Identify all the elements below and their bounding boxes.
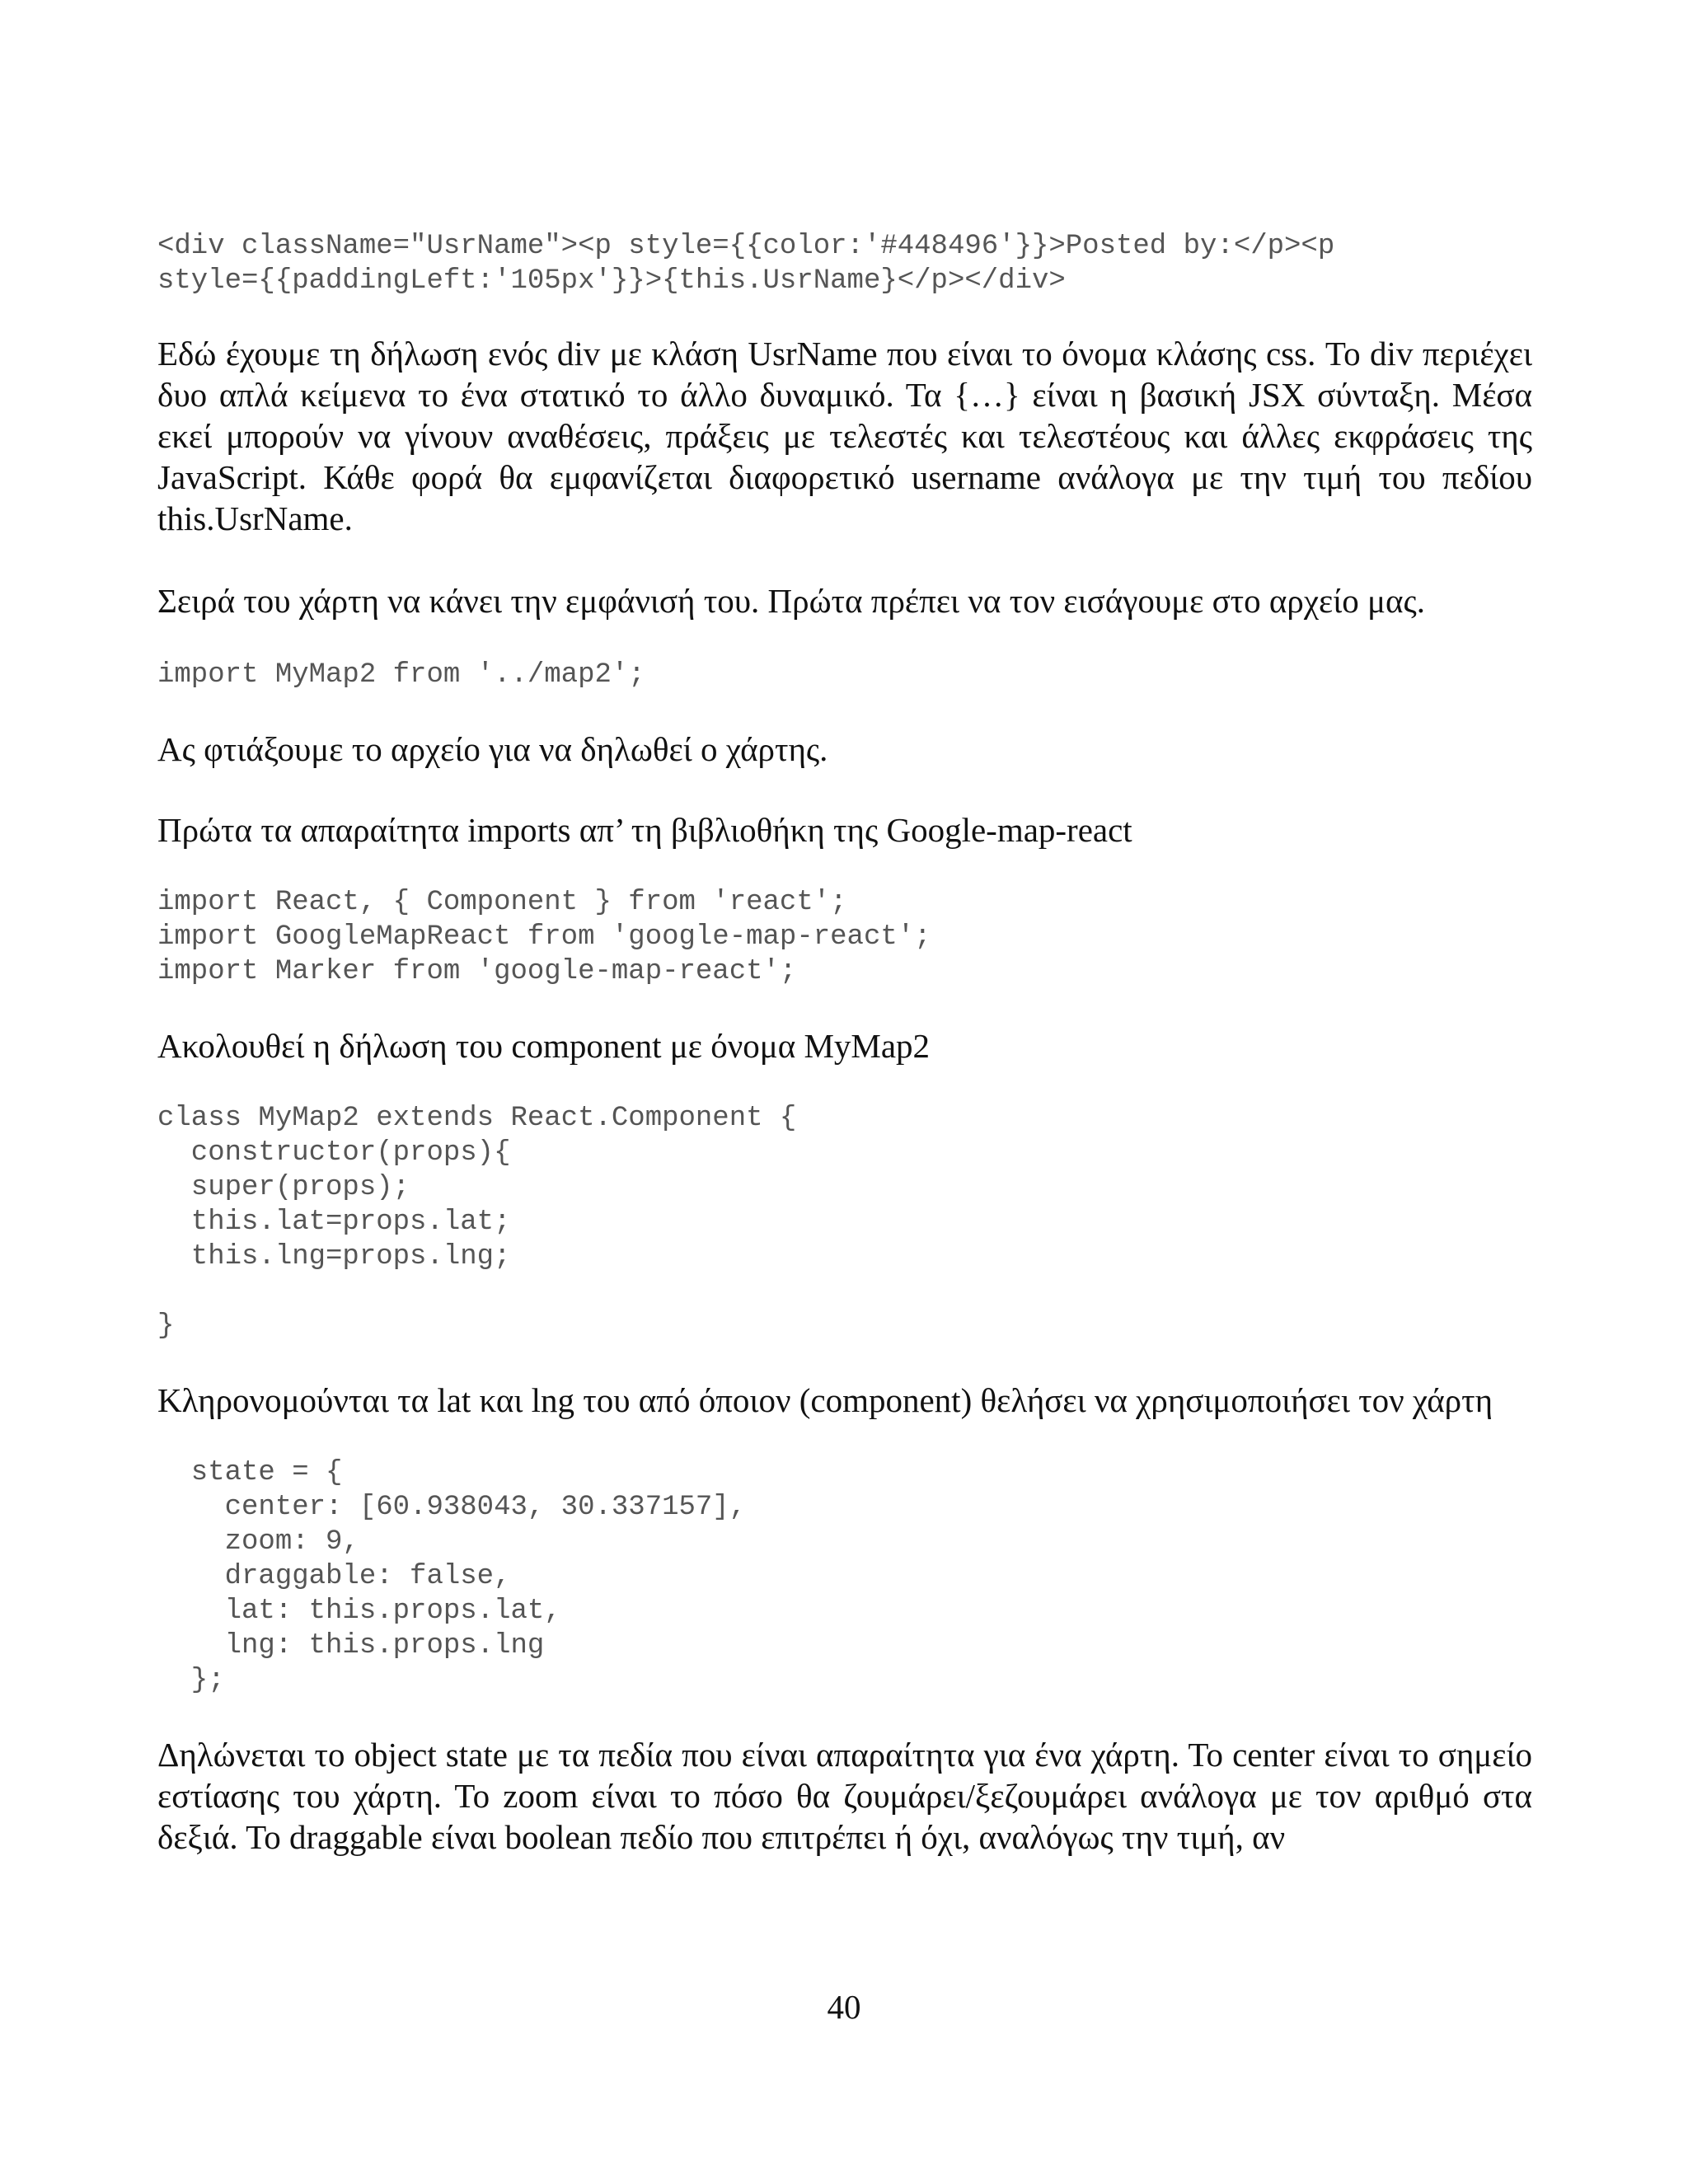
paragraph-state-explanation: Δηλώνεται το object state με τα πεδία που είναι απαραίτητα για ένα χάρτη. Το center είναι το σημείο εστίασης του χάρτη. Το zoom είναι το πόσο θα ζουμάρει/ξεζουμάρει ανάλογα με τον αριθμό στα δεξιά. Το draggable είναι boolean πεδίο που επιτρέπει ή όχι, αναλόγως την τιμή, αν xyxy=(157,1736,1532,1856)
page-content xyxy=(157,229,1532,1858)
page-number: 40 xyxy=(827,1988,861,2026)
paragraph-inherit-props: Κληρονομούνται τα lat και lng του από όποιον (component) θελήσει να χρησιμοποιήσει τον χάρτη xyxy=(157,1381,1493,1419)
paragraph-map-introduction: Σειρά του χάρτη να κάνει την εμφάνισή του. Πρώτα πρέπει να τον εισάγουμε στο αρχείο μας. xyxy=(157,582,1425,620)
paragraph-create-file: Ας φτιάξουμε το αρχείο για να δηλωθεί ο χάρτης. xyxy=(157,730,828,768)
paragraph-required-imports: Πρώτα τα απαραίτητα imports απ’ τη βιβλιοθήκη της Google-map-react xyxy=(157,811,1132,849)
code-block-imports: import React, { Component } from 'react'; import GoogleMapReact from 'google-map-react'; import Marker from 'google-map-react'; xyxy=(157,887,931,987)
code-block-class-mymap2: class MyMap2 extends React.Component { constructor(props){ super(props); this.lat=props.lat; this.lng=props.lng; } xyxy=(157,1103,797,1342)
code-block-usrname-div: <div className="UsrName"><p style={{color:'#448496'}}>Posted by:</p><p style={{paddingLeft:'105px'}}>{this.UsrName}</p></div> xyxy=(157,231,1335,297)
paragraph-component-declaration: Ακολουθεί η δήλωση του component με όνομα MyMap2 xyxy=(157,1027,931,1065)
code-block-state: state = { center: [60.938043, 30.337157], zoom: 9, draggable: false, lat: this.props.lat, lng: this.props.lng }; xyxy=(190,1457,747,1696)
paragraph-div-explanation: Εδώ έχουμε τη δήλωση ενός div με κλάση UsrName που είναι το όνομα κλάσης css. Το div περιέχει δυο απλά κείμενα το ένα στατικό το άλλο δυναμικό. Τα {…} είναι η βασική JSX σύνταξη. Μέσα εκεί μπορούν να γίνουν αναθέσεις, πράξεις με τελεστές και τελεστέους και άλλες εκφράσεις της JavaScript. Κάθε φορά θα εμφανίζεται διαφορετικό username ανάλογα με την τιμή του πεδίου this.UsrName. xyxy=(157,335,1532,537)
code-block-import-mymap2: import MyMap2 from '../map2'; xyxy=(157,659,645,691)
